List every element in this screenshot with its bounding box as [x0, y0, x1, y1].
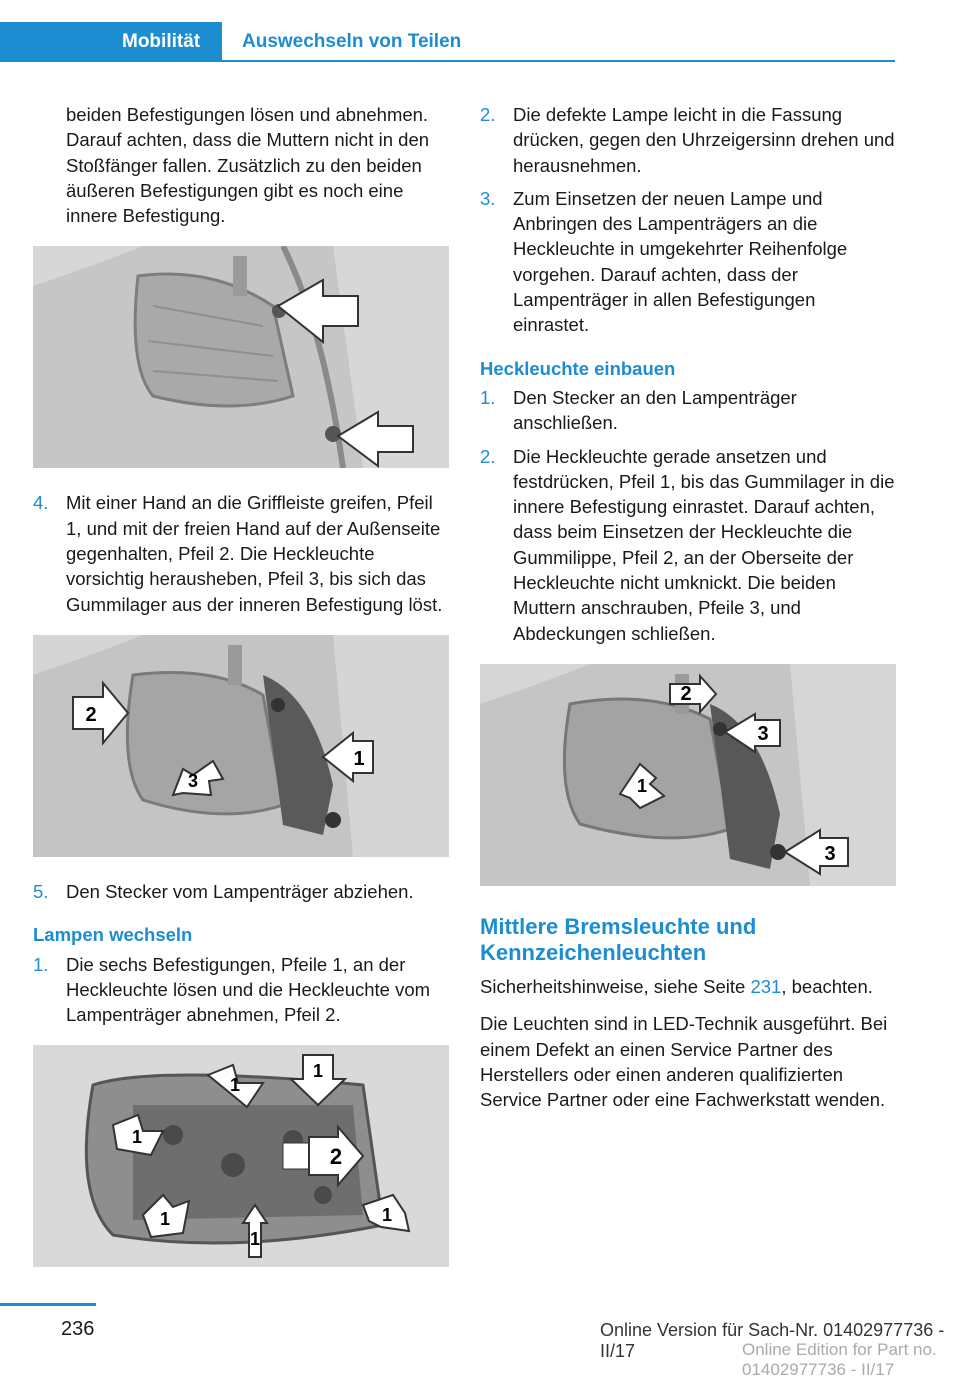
safety-note-text-b: , beachten.	[781, 975, 873, 997]
list-number: 4.	[33, 492, 49, 514]
list-number: 2.	[480, 445, 496, 467]
steps-lampen	[33, 952, 449, 1028]
fig3-label-1a: 1	[229, 1075, 241, 1096]
header-divider	[0, 60, 895, 62]
steps-removal-2	[33, 879, 449, 904]
list-number: 1.	[480, 386, 496, 408]
list-text: Die Heckleuchte gerade ansetzen und festdrücken, Pfeil 1, bis das Gummilager in die innere Befestigung einrastet. Darauf achten, dass beim Einsetzen der Heckleuchte die Gummilippe, Pfeil 2, an der Oberseite der Heckleuchte nicht umknickt. Die beiden Muttern anschrauben, Pfeile 3, und Abdeckungen schließen.	[513, 445, 895, 644]
footer-divider	[0, 1303, 96, 1306]
list-text: Den Stecker an den Lampenträger anschließen.	[513, 386, 797, 434]
tab-mobilitaet-label: Mobilität	[122, 31, 201, 52]
list-number: 3.	[480, 187, 496, 209]
fig4-label-1: 1	[636, 775, 648, 796]
fig3-label-1b: 1	[312, 1061, 324, 1082]
steps-einbauen	[480, 385, 896, 646]
fig3-label-1e: 1	[249, 1229, 261, 1250]
list-item	[33, 952, 449, 1028]
heading-bremsleuchte: Mittlere Bremsleuchte und Kennzeichenleuchten	[480, 913, 757, 965]
intro-paragraph: beiden Befestigungen lösen und abnehmen. Darauf achten, dass die Muttern nicht in den Stoßfänger fallen. Zusätzlich zu den beiden äußeren Befestigungen gibt es noch eine innere Befestigung.	[66, 104, 430, 227]
figure-remove-fasteners	[33, 246, 449, 468]
list-item	[480, 186, 896, 338]
online-version-note: Online Version für Sach-Nr. 01402977736 - II/17	[600, 1320, 945, 1361]
list-number: 5.	[33, 880, 49, 902]
subheading-lampen-wechseln: Lampen wechseln	[33, 924, 193, 946]
list-item	[33, 490, 449, 616]
subheading-heckleuchte-einbauen: Heckleuchte einbauen	[480, 357, 676, 379]
safety-note-text-a: Sicherheitshinweise, siehe Seite	[480, 975, 751, 997]
fig3-label-2: 2	[329, 1144, 343, 1170]
list-number: 2.	[480, 104, 496, 125]
tab-mobilitaet[interactable]	[0, 22, 222, 62]
figure-lamp-carrier	[33, 1045, 449, 1267]
list-item	[480, 385, 896, 436]
fig3-label-1f: 1	[381, 1205, 393, 1226]
fig4-label-3a: 3	[757, 722, 769, 745]
safety-note-paragraph	[480, 974, 896, 999]
led-paragraph: Die Leuchten sind in LED-Technik ausgeführt. Bei einem Defekt an einen Service Partner des Herstellers oder einen anderen qualifizierten Service Partner oder eine Fachwerkstatt wenden.	[480, 1013, 888, 1111]
right-column	[480, 102, 896, 1124]
steps-removal	[33, 490, 449, 616]
left-column	[33, 102, 449, 1289]
figure-install-taillight	[480, 664, 896, 886]
tab-auswechseln-label[interactable]: Auswechseln von Teilen	[242, 31, 462, 52]
page-link-231[interactable]: 231	[750, 975, 782, 997]
list-number: 1.	[33, 953, 49, 975]
list-text: Die sechs Befestigungen, Pfeile 1, an der Heckleuchte lösen und die Heckleuchte vom Lampenträger abnehmen, Pfeil 2.	[66, 953, 431, 1026]
list-item	[33, 879, 449, 904]
fig4-label-3b: 3	[824, 842, 836, 865]
list-text: Mit einer Hand an die Griffleiste greifen, Pfeil 1, und mit der freien Hand auf der Außenseite gegenhalten, Pfeil 2. Die Heckleuchte vorsichtig herausheben, Pfeil 3, bis sich das Gummilager aus der inneren Befestigung löst.	[66, 492, 443, 615]
fig2-label-2: 2	[85, 703, 97, 726]
list-item	[480, 444, 896, 646]
figure-lift-taillight	[33, 635, 449, 857]
fig2-label-3: 3	[187, 770, 199, 791]
list-item	[480, 102, 896, 178]
fig3-label-1d: 1	[159, 1209, 171, 1230]
fig2-label-1: 1	[353, 747, 365, 770]
fig3-label-1c: 1	[131, 1127, 143, 1148]
list-text: Zum Einsetzen der neuen Lampe und Anbringen des Lampenträgers an die Heckleuchte in umgekehrter Reihenfolge vorgehen. Darauf achten, dass der Lampenträger in allen Befestigungen einrastet.	[513, 187, 848, 336]
page-header	[0, 0, 960, 62]
list-text: Die defekte Lampe leicht in die Fassung drücken, gegen den Uhrzeigersinn drehen und herausnehmen.	[513, 104, 895, 176]
list-text: Den Stecker vom Lampenträger abziehen.	[66, 880, 414, 902]
page-number: 236	[61, 1318, 95, 1340]
watermark: Online Edition for Part no. 01402977736 - II/17	[742, 1340, 937, 1379]
steps-lampen-cont	[480, 102, 896, 338]
fig4-label-2: 2	[680, 682, 692, 705]
